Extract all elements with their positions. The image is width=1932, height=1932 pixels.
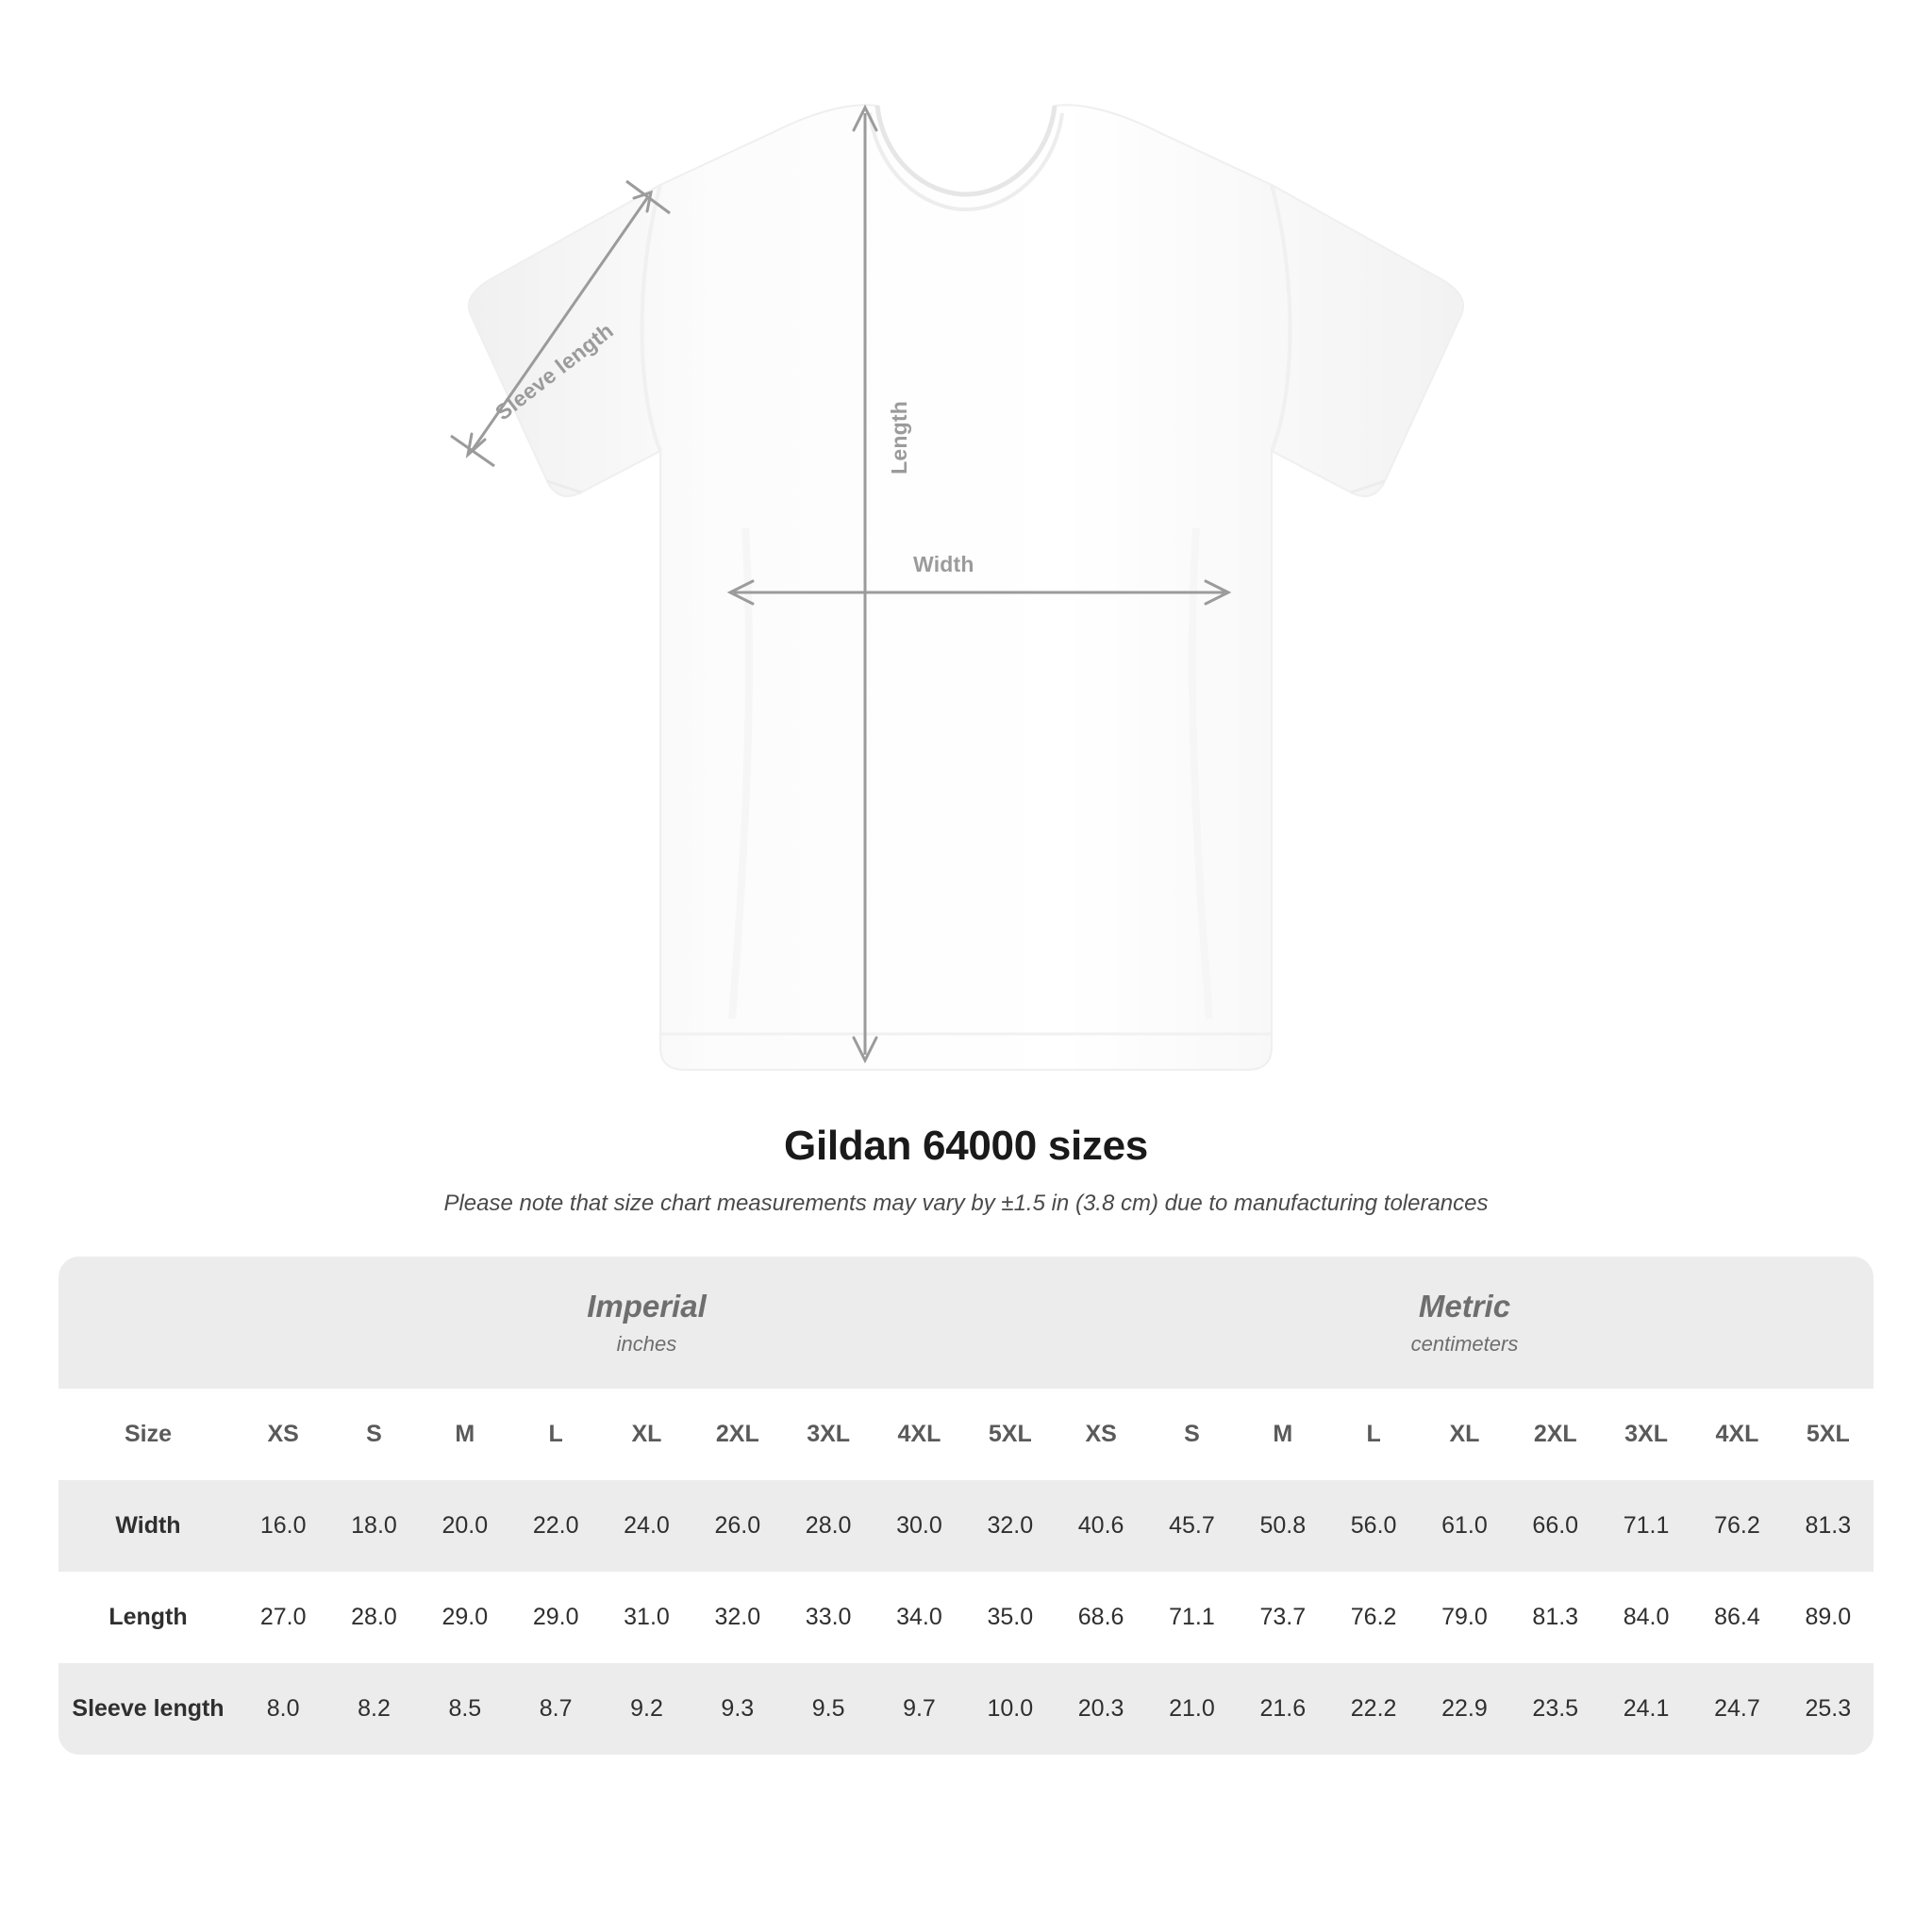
table-row [58,1663,1874,1755]
cell: 81.3 [1783,1480,1874,1572]
cell: 25.3 [1783,1663,1874,1755]
width-label: Width [913,552,974,576]
cell: 61.0 [1419,1480,1509,1572]
size-col-header: 5XL [1783,1389,1874,1480]
size-table [58,1257,1874,1755]
size-col-header: 4XL [1691,1389,1782,1480]
cell: 76.2 [1691,1480,1782,1572]
cell: 33.0 [783,1572,874,1663]
cell: 10.0 [965,1663,1056,1755]
cell: 28.0 [783,1480,874,1572]
unit-header-row [58,1257,1874,1389]
size-col-header: XL [601,1389,691,1480]
cell: 71.1 [1601,1480,1691,1572]
unit-metric-name: Metric [1418,1289,1511,1324]
cell: 24.0 [601,1480,691,1572]
cell: 20.3 [1056,1663,1146,1755]
cell: 32.0 [965,1480,1056,1572]
cell: 9.2 [601,1663,691,1755]
size-col-header: XS [1056,1389,1146,1480]
cell: 22.0 [510,1480,601,1572]
cell: 18.0 [328,1480,419,1572]
cell: 32.0 [692,1572,783,1663]
cell: 71.1 [1146,1572,1237,1663]
cell: 21.6 [1238,1663,1328,1755]
size-header-row [58,1389,1874,1480]
cell: 22.2 [1328,1663,1419,1755]
size-header-label: Size [58,1389,238,1480]
tshirt-shape [469,105,1463,1070]
cell: 86.4 [1691,1572,1782,1663]
unit-imperial-sub: inches [616,1332,677,1356]
cell: 8.2 [328,1663,419,1755]
table-row [58,1480,1874,1572]
cell: 28.0 [328,1572,419,1663]
unit-group-imperial [238,1257,1056,1389]
title-block [0,1123,1932,1217]
length-label: Length [887,401,911,475]
cell: 23.5 [1510,1663,1601,1755]
size-col-header: 3XL [783,1389,874,1480]
size-col-header: 5XL [965,1389,1056,1480]
cell: 31.0 [601,1572,691,1663]
cell: 89.0 [1783,1572,1874,1663]
size-col-header: S [1146,1389,1237,1480]
cell: 8.0 [238,1663,328,1755]
sleeve-length-label: Sleeve length [491,318,618,425]
cell: 81.3 [1510,1572,1601,1663]
cell: 9.5 [783,1663,874,1755]
cell: 35.0 [965,1572,1056,1663]
cell: 66.0 [1510,1480,1601,1572]
cell: 68.6 [1056,1572,1146,1663]
size-col-header: 2XL [1510,1389,1601,1480]
row-label-width: Width [58,1480,238,1572]
cell: 20.0 [420,1480,510,1572]
unit-imperial-name: Imperial [587,1289,707,1324]
cell: 40.6 [1056,1480,1146,1572]
cell: 22.9 [1419,1663,1509,1755]
unit-group-metric [1056,1257,1874,1389]
cell: 8.5 [420,1663,510,1755]
cell: 24.7 [1691,1663,1782,1755]
unit-header-spacer [58,1257,238,1389]
cell: 50.8 [1238,1480,1328,1572]
cell: 8.7 [510,1663,601,1755]
page-title: Gildan 64000 sizes [784,1123,1148,1169]
cell: 34.0 [874,1572,964,1663]
size-col-header: M [1238,1389,1328,1480]
row-label-length: Length [58,1572,238,1663]
cell: 56.0 [1328,1480,1419,1572]
size-col-header: XL [1419,1389,1509,1480]
cell: 79.0 [1419,1572,1509,1663]
size-col-header: 2XL [692,1389,783,1480]
size-col-header: S [328,1389,419,1480]
cell: 29.0 [420,1572,510,1663]
cell: 21.0 [1146,1663,1237,1755]
cell: 9.3 [692,1663,783,1755]
cell: 24.1 [1601,1663,1691,1755]
size-table-container [58,1257,1874,1755]
size-col-header: L [1328,1389,1419,1480]
cell: 45.7 [1146,1480,1237,1572]
size-col-header: XS [238,1389,328,1480]
cell: 16.0 [238,1480,328,1572]
size-col-header: 3XL [1601,1389,1691,1480]
cell: 76.2 [1328,1572,1419,1663]
cell: 9.7 [874,1663,964,1755]
cell: 27.0 [238,1572,328,1663]
cell: 30.0 [874,1480,964,1572]
unit-metric-sub: centimeters [1410,1332,1519,1356]
cell: 73.7 [1238,1572,1328,1663]
row-label-sleeve-length: Sleeve length [58,1663,238,1755]
cell: 29.0 [510,1572,601,1663]
table-row [58,1572,1874,1663]
tolerance-note: Please note that size chart measurements may vary by ±1.5 in (3.8 cm) due to manufacturing tolerances [443,1191,1489,1216]
cell: 84.0 [1601,1572,1691,1663]
cell: 26.0 [692,1480,783,1572]
size-col-header: L [510,1389,601,1480]
size-col-header: M [420,1389,510,1480]
size-col-header: 4XL [874,1389,964,1480]
